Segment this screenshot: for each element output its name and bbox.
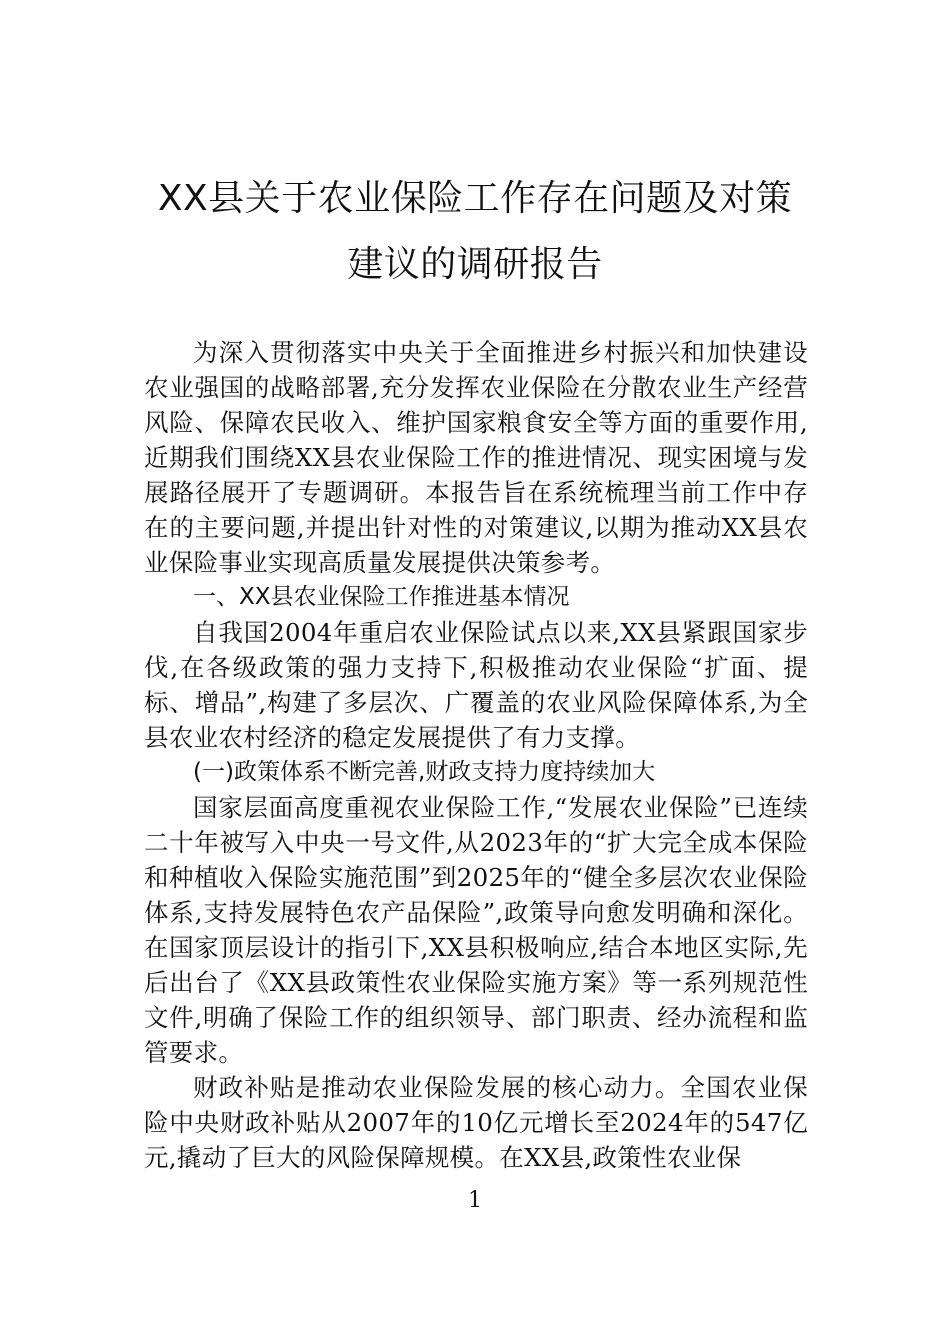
document-title: XX县关于农业保险工作存在问题及对策建议的调研报告 bbox=[157, 178, 793, 285]
section-1-paragraph: 自我国2004年重启农业保险试点以来,XX县紧跟国家步伐,在各级政策的强力支持下,积极推动农业保险“扩面、提标、增品”,构建了多层次、广覆盖的农业风险保障体系,为全县农业农村经济的稳定发展提供了有力支撑。 bbox=[144, 618, 808, 752]
policy-paragraph: 国家层面高度重视农业保险工作,“发展农业保险”已连续二十年被写入中央一号文件,从2023年的“扩大完全成本保险和种植收入保险实施范围”到2025年的“健全多层次农业保险体系,支持发展特色农产品保险”,政策导向愈发明确和深化。在国家顶层设计的指引下,XX县积极响应,结合本地区实际,先后出台了《XX县政策性农业保险实施方案》等一系列规范性文件,明确了保险工作的组织领导、部门职责、经办流程和监管要求。 bbox=[144, 793, 808, 1067]
intro-paragraph: 为深入贯彻落实中央关于全面推进乡村振兴和加快建设农业强国的战略部署,充分发挥农业保险在分散农业生产经营风险、保障农民收入、维护国家粮食安全等方面的重要作用,近期我们围绕XX县农业保险工作的推进情况、现实困境与发展路径展开了专题调研。本报告旨在系统梳理当前工作中存在的主要问题,并提出针对性的对策建议,以期为推动XX县农业保险事业实现高质量发展提供决策参考。 bbox=[144, 338, 808, 577]
section-heading-1: 一、XX县农业保险工作推进基本情况 bbox=[193, 584, 570, 610]
subsidy-paragraph: 财政补贴是推动农业保险发展的核心动力。全国农业保险中央财政补贴从2007年的10亿元增长至2024年的547亿元,撬动了巨大的风险保障规模。在XX县,政策性农业保 bbox=[144, 1073, 808, 1172]
page-number: 1 bbox=[468, 1188, 482, 1213]
subsection-heading-1: (一)政策体系不断完善,财政支持力度持续加大 bbox=[193, 759, 656, 785]
document-body bbox=[144, 335, 808, 1175]
